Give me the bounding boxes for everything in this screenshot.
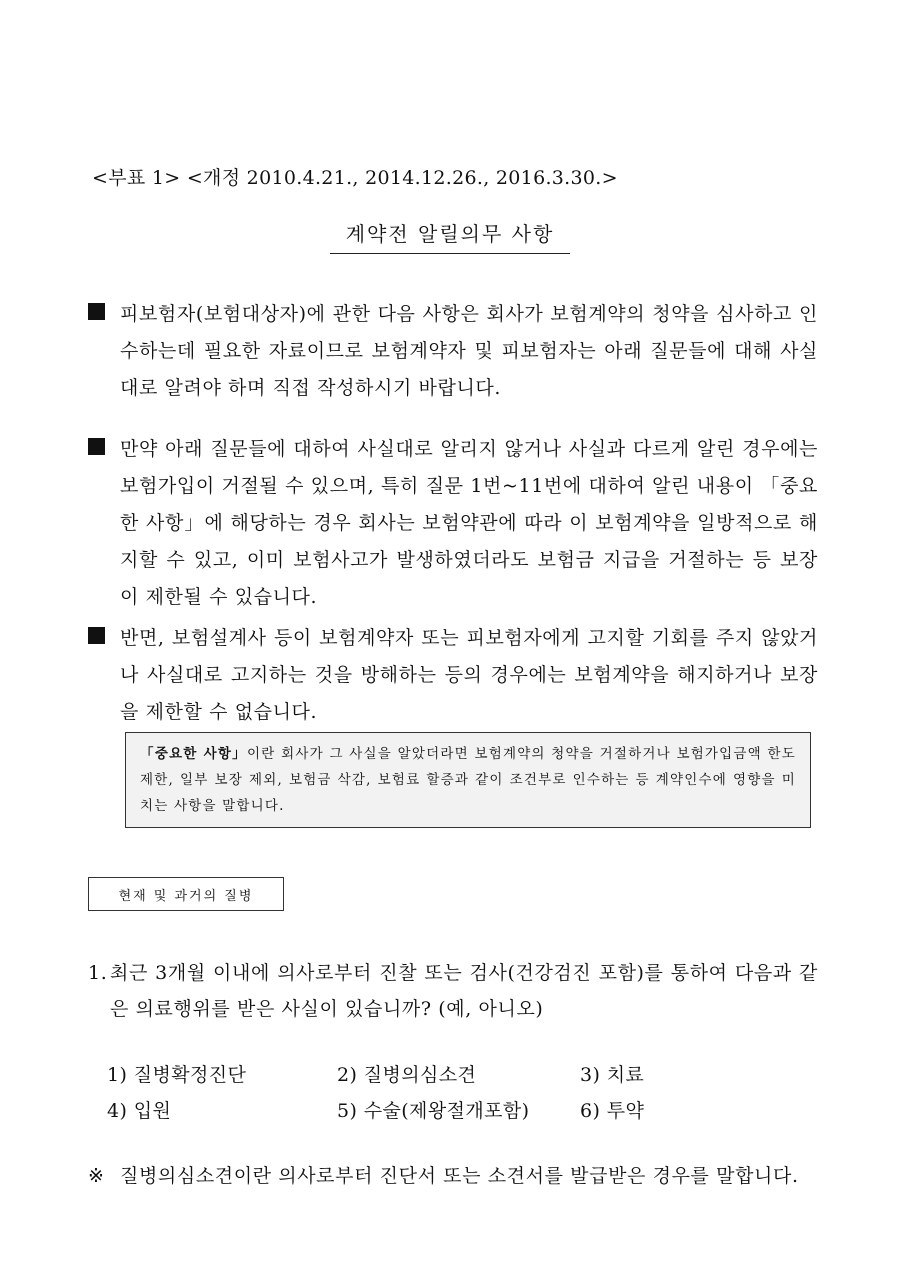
question-number: 1. [88,962,108,984]
paragraph-text: 만약 아래 질문들에 대하여 사실대로 알리지 않거나 사실과 다르게 알린 경우에는 보험가입이 거절될 수 있으며, 특히 질문 1번~11번에 대하여 알린 내용이 「중요한 사항」에 해당하는 경우 회사는 보험약관에 따라 이 보험계약을 일방적으로 해지할 수 있고, 이미 보험사고가 발생하였더라도 보험금 지급을 거절하는 등 보장이 제한될 수 있습니다. [120,438,818,608]
paragraph-text: 피보험자(보험대상자)에 관한 다음 사항은 회사가 보험계약의 청약을 심사하고 인수하는데 필요한 자료이므로 보험계약자 및 피보험자는 아래 질문들에 대해 사실대로 알려야 하며 직접 작성하시기 바랍니다. [120,303,818,399]
question-1 [88,955,818,1027]
square-bullet-icon [88,627,105,644]
document-title: 계약전 알릴의무 사항 [330,218,570,254]
option-treatment: 3) 치료 [580,1064,645,1086]
amendment-header: <부표 1> <개정 2010.4.21., 2014.12.26., 2016.3.30.> [92,167,618,189]
section-label: 현재 및 과거의 질병 [88,877,284,911]
paragraph-text: 반면, 보험설계사 등이 보험계약자 또는 피보험자에게 고지할 기회를 주지 않았거나 사실대로 고지하는 것을 방해하는 등의 경우에는 보험계약을 해지하거나 보장을 제한할 수 없습니다. [120,627,818,723]
reference-mark-icon: ※ [88,1165,105,1187]
option-suspicion: 2) 질병의심소견 [337,1064,477,1086]
remark-text: 질병의심소견이란 의사로부터 진단서 또는 소견서를 발급받은 경우를 말합니다. [120,1165,799,1187]
paragraph-1 [88,296,818,407]
remark-note [88,1158,818,1194]
paragraph-2 [88,431,818,616]
note-text: 이란 회사가 그 사실을 알았더라면 보험계약의 청약을 거절하거나 보험가입금액 한도 제한, 일부 보장 제외, 보험금 삭감, 보험료 할증과 같이 조건부로 인수하는 등 계약인수에 영향을 미치는 사항을 말합니다. [140,746,796,814]
option-hospitalization: 4) 입원 [107,1100,172,1122]
note-term: 「중요한 사항」 [140,746,248,762]
square-bullet-icon [88,438,105,455]
option-surgery: 5) 수술(제왕절개포함) [337,1100,530,1122]
important-matter-note [125,732,811,828]
square-bullet-icon [88,303,105,320]
option-diagnosis: 1) 질병확정진단 [107,1064,247,1086]
option-medication: 6) 투약 [580,1100,645,1122]
question-text: 최근 3개월 이내에 의사로부터 진찰 또는 검사(건강검진 포함)를 통하여 다음과 같은 의료행위를 받은 사실이 있습니까? (예, 아니오) [110,962,818,1020]
paragraph-3 [88,620,818,731]
